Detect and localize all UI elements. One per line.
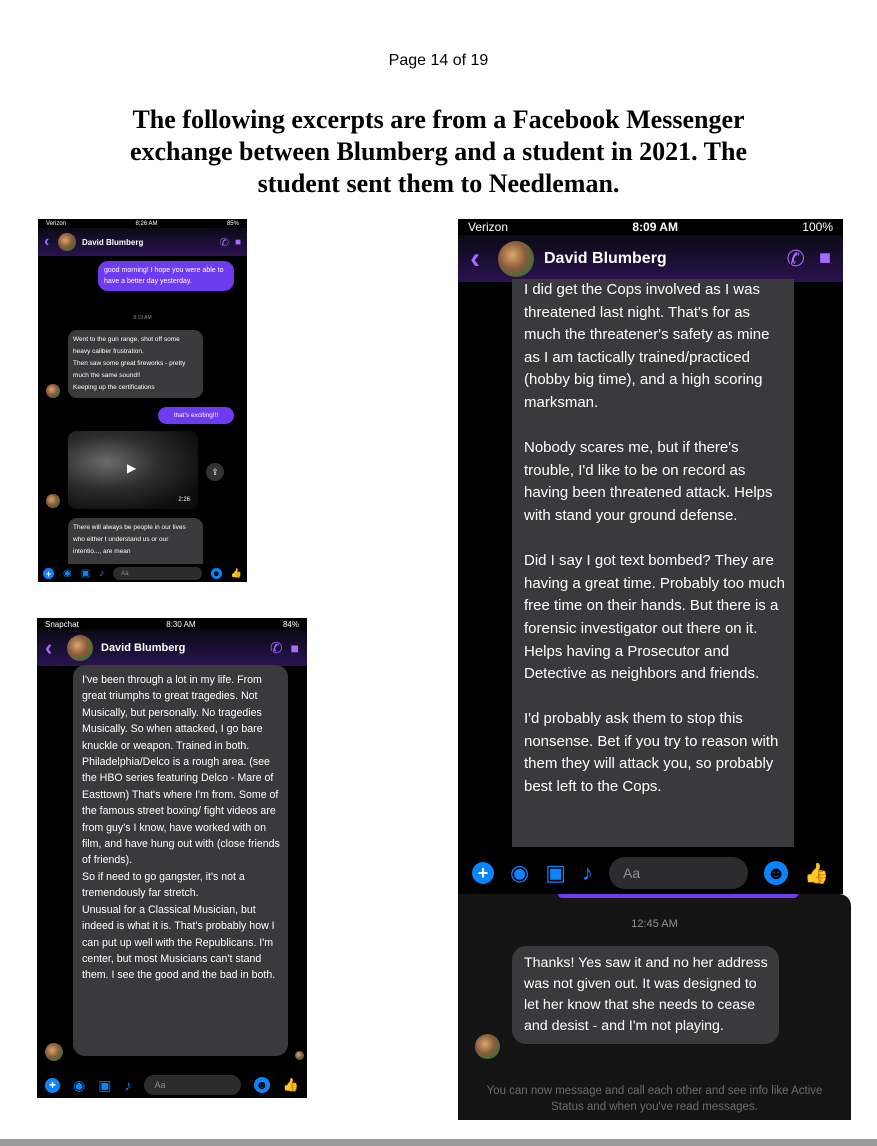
battery-label: 84%	[282, 619, 299, 629]
screenshot-1	[38, 219, 247, 582]
page-heading: The following excerpts are from a Facebook Messenger exchange between Blumberg and a student in 2021. The student sent them to Needleman.	[129, 105, 748, 198]
incoming-message: There will always be people in our lives who either t understand us or our intentio..., are mean	[68, 518, 203, 564]
incoming-message: Went to the gun range, shot off some heavy caliber frustration. Then saw some great fireworks - pretty much the same sound!! Keeping up the certifications	[68, 330, 203, 398]
message-composer	[37, 1074, 307, 1096]
chat-header	[458, 235, 843, 282]
avatar[interactable]	[58, 233, 76, 251]
status-time: 8:30 AM	[166, 619, 196, 629]
play-icon[interactable]: ▶	[127, 461, 137, 475]
contact-name[interactable]: David Blumberg	[101, 642, 186, 654]
emoji-icon[interactable]: ☻	[255, 1078, 269, 1092]
image-icon[interactable]: ▣	[80, 568, 91, 579]
video-duration: 2:26	[178, 497, 190, 503]
camera-icon[interactable]: ◉	[510, 860, 530, 885]
share-icon[interactable]: ⇪	[206, 463, 224, 481]
status-time: 8:09 AM	[632, 220, 678, 234]
outgoing-message: good morning! I hope you were able to have a better day yesterday.	[98, 261, 234, 291]
contact-name[interactable]: David Blumberg	[544, 249, 667, 267]
message-input[interactable]	[609, 857, 748, 889]
message-input-placeholder: Aa	[121, 570, 129, 577]
carrier-label: Snapchat	[45, 619, 79, 629]
plus-icon[interactable]: +	[472, 862, 494, 884]
chat-header	[38, 228, 247, 256]
status-bar	[37, 618, 307, 630]
chat-header	[37, 630, 307, 666]
image-icon[interactable]: ▣	[98, 1076, 112, 1093]
phone-icon[interactable]: ✆	[786, 245, 805, 271]
message-input-placeholder: Aa	[623, 865, 641, 881]
sender-avatar	[46, 384, 60, 398]
message-timestamp: 8:19 AM	[133, 315, 152, 321]
like-icon[interactable]: 👍	[230, 568, 242, 578]
battery-label: 85%	[226, 220, 239, 227]
incoming-message: Thanks! Yes saw it and no her address was not given out. It was designed to let her know that she needs to cease and desist - and I'm not playing.	[512, 946, 779, 1044]
image-icon[interactable]: ▣	[545, 860, 566, 885]
emoji-icon[interactable]: ☻	[764, 861, 788, 885]
message-edge	[558, 894, 798, 898]
back-icon[interactable]: ‹	[44, 233, 50, 250]
read-receipt-avatar	[295, 1051, 304, 1060]
message-input[interactable]	[144, 1075, 240, 1095]
video-icon[interactable]: ■	[234, 236, 241, 248]
incoming-message: I did get the Cops involved as I was threatened last night. That's for as much the threatener's safety as mine as I am tactically trained/practiced (hobby big time), and a high scoring marksman. Nobody scares me, but if there's trouble, I'd like to be on record as having been threatened attack. Helps with stand your ground defense. Did I say I got text bombed? They are having a great time. Probably too much free time on their hands. But there is a forensic investigator out there on it. Helps having a Prosecutor and Detective as neighbors and friends. I'd probably ask them to stop this nonsense. Bet if you try to reason with them they will attack you, so probably best left to the Cops.	[512, 279, 794, 847]
back-icon[interactable]: ‹	[45, 635, 53, 660]
back-icon[interactable]: ‹	[470, 241, 480, 275]
camera-icon[interactable]: ◉	[73, 1076, 86, 1093]
message-input-placeholder: Aa	[154, 1080, 166, 1090]
screenshot-4	[458, 894, 851, 1120]
camera-icon[interactable]: ◉	[63, 568, 72, 579]
page-number: Page 14 of 19	[388, 52, 489, 69]
mic-icon[interactable]: ♪	[124, 1077, 132, 1093]
like-icon[interactable]: 👍	[282, 1077, 299, 1092]
message-composer	[38, 565, 247, 582]
screenshot-2	[458, 219, 843, 894]
incoming-message: I've been through a lot in my life. From great triumphs to great tragedies. Not Musically, but personally. No tragedies Musically. So when attacked, I go bare knuckle or weapon. Trained in both. Philadelphia/Delco is a rough area. (see the HBO series featuring Delco - Mare of Easttown) That's where I'm from. Some of the famous street boxing/ fight videos are from guy's I know, have worked with on film, and have hung out with (close friends of friends). So if need to go gangster, it's not a tremendously far stretch. Unusual for a Classical Musician, but indeed is what it is. That's probably how I can put up well with the Republicans. I'm center, but most Musicians can't stand them. I see the good and the bad in both.	[73, 665, 288, 1056]
sender-avatar	[45, 1043, 63, 1061]
message-composer	[458, 855, 843, 891]
mic-icon[interactable]: ♪	[99, 568, 105, 579]
page-bottom-bar	[0, 1139, 877, 1146]
contact-name[interactable]: David Blumberg	[82, 237, 144, 247]
message-timestamp: 12:45 AM	[631, 918, 678, 930]
status-bar	[458, 219, 843, 235]
plus-icon[interactable]: +	[45, 1078, 60, 1093]
outgoing-message: that's exciting!!!	[158, 407, 234, 424]
like-icon[interactable]: 👍	[804, 862, 829, 885]
plus-icon[interactable]: +	[43, 568, 54, 579]
avatar[interactable]	[498, 241, 534, 277]
video-message[interactable]	[68, 431, 198, 509]
phone-icon[interactable]: ✆	[219, 236, 229, 249]
sender-avatar	[46, 494, 60, 508]
sender-avatar	[475, 1034, 500, 1059]
carrier-label: Verizon	[468, 220, 509, 234]
status-bar	[38, 219, 247, 228]
avatar[interactable]	[67, 635, 93, 661]
emoji-icon[interactable]: ☻	[212, 569, 221, 578]
video-icon[interactable]: ■	[290, 640, 299, 656]
carrier-label: Verizon	[46, 220, 67, 227]
video-icon[interactable]: ■	[818, 247, 831, 269]
mic-icon[interactable]: ♪	[582, 860, 593, 885]
message-input[interactable]	[113, 567, 202, 580]
phone-icon[interactable]: ✆	[269, 640, 283, 657]
status-time: 8:26 AM	[135, 220, 158, 227]
battery-label: 100%	[802, 220, 833, 234]
screenshot-3	[37, 618, 307, 1098]
connection-info: You can now message and call each other and see info like Active Status and when you've read messages.	[486, 1085, 823, 1113]
